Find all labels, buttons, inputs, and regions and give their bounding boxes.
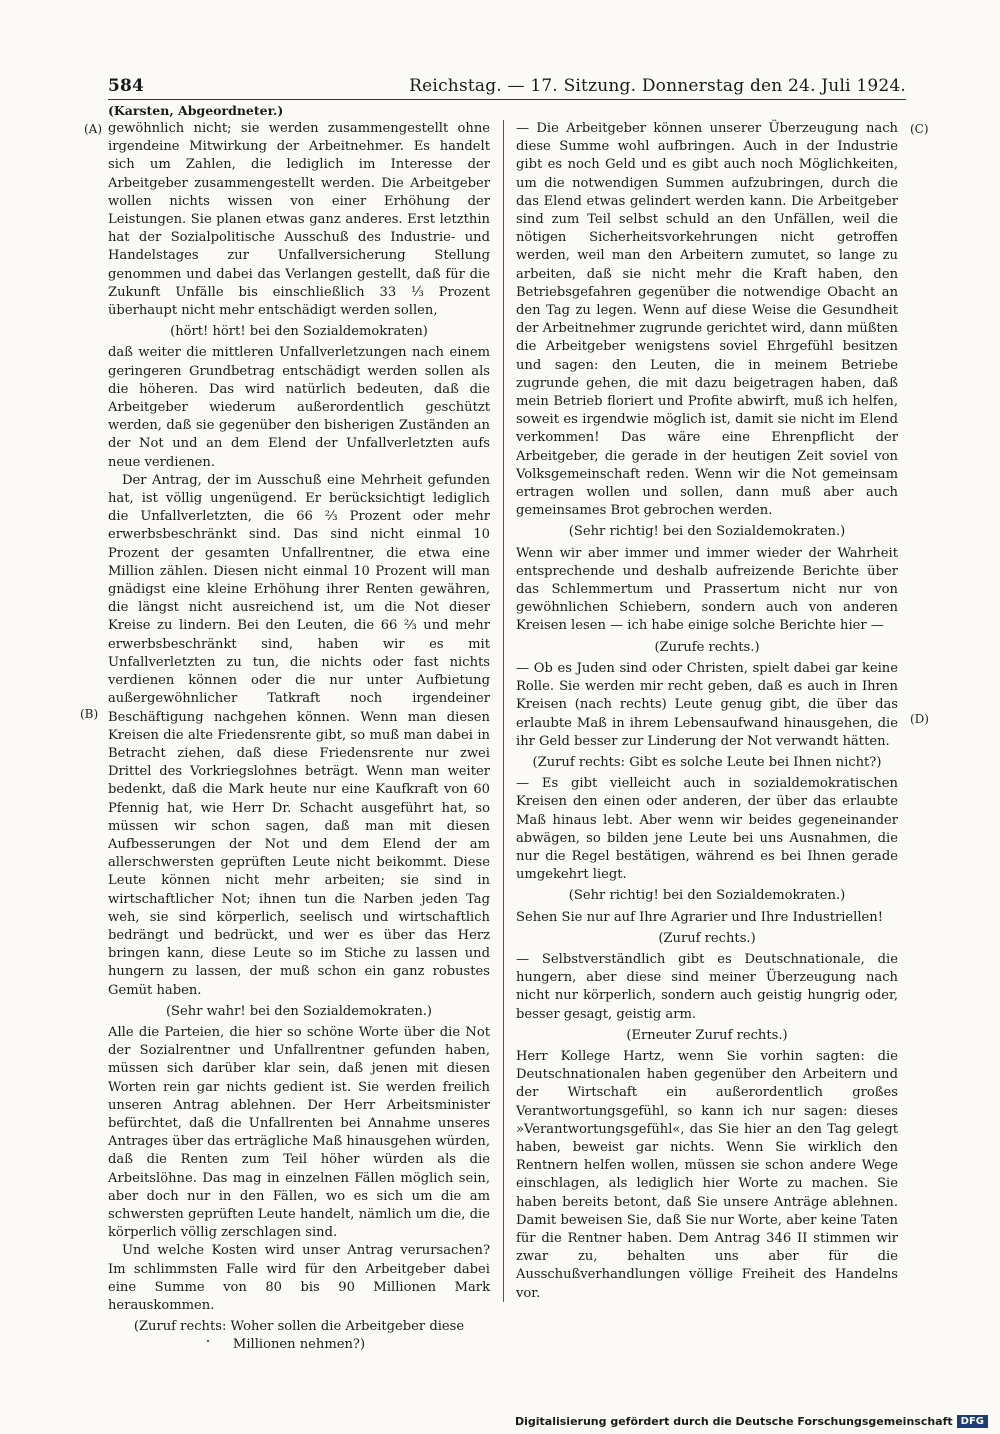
paragraph: Der Antrag, der im Ausschuß eine Mehrheit gefunden hat, ist völlig ungenügend. Er berücksichtigt lediglich die Unfallverletzten, die 66 ⅔ Prozent oder mehr erwerbsbeschränkt sind. Das sind nicht einmal 10 Prozent der gesamten Unfallrentner, die etwa eine Million zählen. Diesen nicht einmal 10 Prozent will man gnädigst eine kleine Erhöhung ihrer Renten gewähren, die längst nicht ausreichend ist, um die Not dieser Kreise zu lindern. Bei den Leuten, die 66 ⅔ und mehr erwerbsbeschränkt sind, haben wir es mit Unfallverletzten zu tun, die nichts oder fast nichts verdienen können oder die nur unter Aufbietung außergewöhnlicher Tatkraft noch irgendeiner Beschäftigung nachgehen können. Wenn man diesen Kreisen die alte Friedensrente gibt, so muß man dabei in Betracht ziehen, daß diese Friedensrente nur zwei Drittel des Vorkriegslohnes beträgt. Wenn man weiter bedenkt, daß die Mark heute nur eine Kaufkraft von 60 Pfennig hat, wie Herr Dr. Schacht ausgeführt hat, so müssen wir schon sagen, daß man mit diesen Aufbesserungen der Not und dem Elend der am allerschwersten geprüften Leute nicht beikommt. Diese Leute können nicht mehr arbeiten; sie sind in wirtschaftlicher Not; ihnen tun die Narben jeden Tag weh, sie sind körperlich, seelisch und wirtschaftlich bedrängt und bedrückt, und wer es über das Herz bringen kann, diese Leute so im Stiche zu lassen und hungern zu lassen, der muß schon ein ganz robustes Gemüt haben. xyxy=(108,472,490,998)
speaker-label: (Karsten, Abgeordneter.) xyxy=(108,103,284,118)
header-rule xyxy=(108,99,906,100)
column-divider xyxy=(503,120,504,1302)
right-column xyxy=(516,120,898,1303)
interjection: (hört! hört! bei den Sozialdemokraten) xyxy=(170,324,428,340)
interjection: (Sehr wahr! bei den Sozialdemokraten.) xyxy=(165,1003,433,1019)
paragraph: Und welche Kosten wird unser Antrag verursachen? Im schlimmsten Falle wird für den Arbeitgeber dabei eine Summe von 80 bis 90 Millionen Mark herauskommen. xyxy=(108,1243,490,1313)
margin-marker-c: (C) xyxy=(910,122,929,136)
paragraph: gewöhnlich nicht; sie werden zusammengestellt ohne irgendeine Mitwirkung der Arbeitnehmer. Es handelt sich um Zahlen, die lediglich im Interesse der Arbeitgeber zusammengestellt werden. Die Arbeitgeber wollen nichts wissen von einer Erhöhung der Leistungen. Sie planen etwas ganz anderes. Erst letzthin hat der Sozialpolitische Ausschuß des Industrie- und Handelstages zur Unfallversicherung Stellung genommen und dabei das Verlangen gestellt, daß für die Zukunft Unfälle bis einschließlich 33 ⅓ Prozent überhaupt nicht mehr entschädigt werden sollen, xyxy=(108,121,490,319)
interjection: (Zurufe rechts.) xyxy=(654,639,760,655)
paragraph: Alle die Parteien, die hier so schöne Worte über die Not der Sozialrentner und Unfallrentner gefunden haben, müssen sich darüber klar sein, daß jenen mit diesen Worten rein gar nichts gedient ist. Sie werden freilich unseren Antrag ablehnen. Der Herr Arbeitsminister befürchtet, daß die Unfallrenten bei Annahme unseres Antrages über das erträgliche Maß hinausgehen würden, daß die Renten zum Teil höher würden als die Arbeitslöhne. Das mag in einzelnen Fällen möglich sein, aber doch nur in den Fällen, wo es sich um die am schwersten geprüften Leute handelt, nämlich um die, die körperlich völlig zerschlagen sind. xyxy=(108,1024,490,1241)
interjection: (Zuruf rechts.) xyxy=(658,930,756,946)
running-title: Reichstag. — 17. Sitzung. Donnerstag den 24. Juli 1924. xyxy=(409,76,906,96)
paragraph: Wenn wir aber immer und immer wieder der Wahrheit entsprechende und deshalb aufreizende Berichte über das Schlemmertum und Prassertum nicht nur von gewöhnlichen Schiebern, sondern auch von anderen Kreisen lesen — ich habe einige solche Berichte hier — xyxy=(516,545,898,634)
left-column xyxy=(108,120,490,1358)
paragraph: — Es gibt vielleicht auch in sozialdemokratischen Kreisen den einen oder anderen, der über das erlaubte Maß hinaus lebt. Aber wenn wir beides gegeneinander abwägen, so bilden jene Leute bei uns Ausnahmen, die nur die Regel bestätigen, während es bei Ihnen gerade umgekehrt liegt. xyxy=(516,776,898,883)
footer-credit-text: Digitalisierung gefördert durch die Deutsche Forschungsgemeinschaft xyxy=(514,1415,953,1428)
interjection: (Zuruf rechts: Gibt es solche Leute bei Ihnen nicht?) xyxy=(532,754,882,770)
paragraph: — Selbstverständlich gibt es Deutschnationale, die hungern, aber diese sind meiner Überzeugung nach nicht nur körperlich, sondern auch geistig hungrig oder, besser gesagt, geistig arm. xyxy=(516,951,898,1022)
paragraph: Sehen Sie nur auf Ihre Agrarier und Ihre Industriellen! xyxy=(516,909,883,925)
margin-marker-a: (A) xyxy=(84,122,103,136)
page-header xyxy=(108,76,906,96)
dfg-logo: DFG xyxy=(957,1415,988,1428)
page-number: 584 xyxy=(108,76,145,96)
footer-credit xyxy=(515,1415,988,1428)
margin-marker-b: (B) xyxy=(80,707,99,721)
print-speck xyxy=(207,1340,209,1342)
interjection: (Sehr richtig! bei den Sozialdemokraten.) xyxy=(568,524,846,540)
paragraph: daß weiter die mittleren Unfallverletzungen nach einem geringeren Grundbetrag entschädigt werden sollen als die höheren. Das wird natürlich bedeuten, daß die Arbeitgeber wiederum außerordentlich geschützt werden, daß sie gegenüber den bisherigen Zuständen an der Not und an dem Elend der Unfallverletzten aufs neue verdienen. xyxy=(108,345,490,470)
paragraph: — Ob es Juden sind oder Christen, spielt dabei gar keine Rolle. Sie werden mir recht geben, daß es auch in Ihren Kreisen (nach rechts) Leute genug gibt, die über das erlaubte Maß in ihrem Lebensaufwand hinausgehen, die ihr Geld besser zur Linderung der Not verwandt hätten. xyxy=(516,660,898,749)
interjection: (Sehr richtig! bei den Sozialdemokraten.) xyxy=(568,888,846,904)
paragraph: Herr Kollege Hartz, wenn Sie vorhin sagten: die Deutschnationalen haben gegenüber den Arbeitern und der Wirtschaft ein außerordentlich großes Verantwortungsgefühl, so kann ich nur sagen: dieses »Verantwortungsgefühl«, das Sie hier an den Tag gelegt haben, beweist gar nichts. Wenn Sie wirklich den Rentnern helfen wollen, müssen sie schon andere Wege einschlagen, als lediglich hier Worte zu machen. Sie haben bereits betont, daß Sie unsere Anträge ablehnen. Damit beweisen Sie, daß Sie nur Worte, aber keine Taten für die Rentner haben. Dem Antrag 346 II stimmen wir zwar zu, behalten uns aber für die Ausschußverhandlungen völlige Freiheit des Handelns vor. xyxy=(516,1048,898,1301)
margin-marker-d: (D) xyxy=(910,712,929,726)
interjection: (Erneuter Zuruf rechts.) xyxy=(626,1027,788,1043)
interjection: (Zuruf rechts: Woher sollen die Arbeitgeber diese Millionen nehmen?) xyxy=(133,1319,465,1353)
paragraph: — Die Arbeitgeber können unserer Überzeugung nach diese Summe wohl aufbringen. Auch in der Industrie gibt es noch Geld und es gibt auch noch Möglichkeiten, um die notwendigen Summen aufzubringen, durch die das Elend etwas gelindert werden kann. Die Arbeitgeber sind zum Teil selbst schuld an den Unfällen, weil die nötigen Sicherheitsvorkehrungen nicht getroffen werden, weil man den Arbeitern zumutet, so lange zu arbeiten, daß sie nicht mehr die Kraft haben, den Betriebsgefahren gegenüber die notwendige Obacht an den Tag zu legen. Wenn auf diese Weise die Gesundheit der Arbeitnehmer zugrunde gerichtet wird, dann müßten die Arbeitgeber wenigstens soviel Ehrgefühl besitzen und sagen: den Leuten, die in meinem Betriebe zugrunde gehen, die mit dazu beigetragen haben, daß mein Betrieb floriert und Profite abwirft, muß ich helfen, soweit es irgendwie möglich ist, damit sie nicht im Elend verkommen! Das wäre eine Ehrenpflicht der Arbeitgeber, die gerade in der heutigen Zeit soviel von Volksgemeinschaft reden. Wenn wir die Not gemeinsam ertragen wollen und sollen, dann muß aber auch gemeinsames Brot gebrochen werden. xyxy=(516,121,898,519)
